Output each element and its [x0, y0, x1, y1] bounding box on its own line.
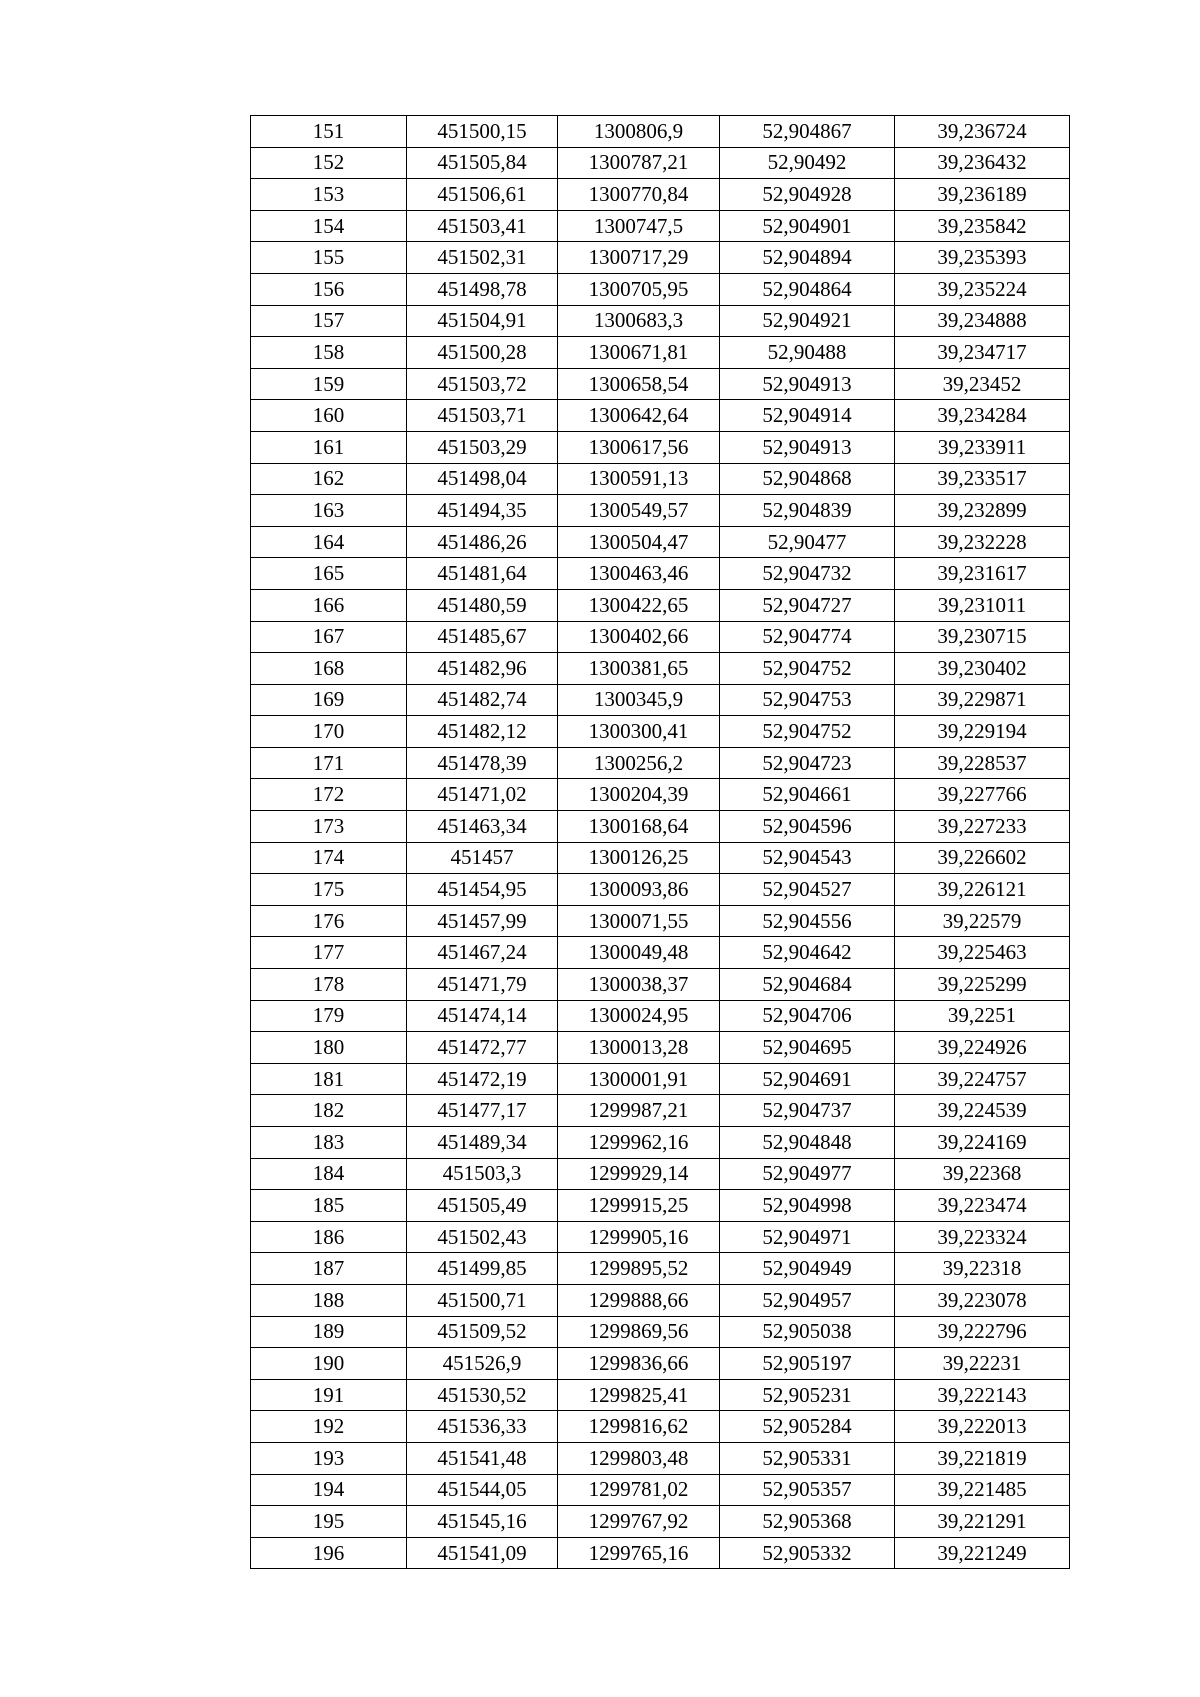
latitude-cell: 52,904706	[720, 1000, 895, 1032]
table-row	[251, 1000, 1070, 1032]
y-coordinate-cell: 1299962,16	[558, 1127, 720, 1159]
x-coordinate-cell: 451500,15	[407, 116, 558, 148]
y-coordinate-cell: 1299905,16	[558, 1221, 720, 1253]
y-coordinate-cell: 1299895,52	[558, 1253, 720, 1285]
point-number-cell: 158	[251, 337, 407, 369]
latitude-cell: 52,905368	[720, 1506, 895, 1538]
table-row	[251, 1095, 1070, 1127]
latitude-cell: 52,904998	[720, 1190, 895, 1222]
x-coordinate-cell: 451498,78	[407, 273, 558, 305]
x-coordinate-cell: 451541,48	[407, 1442, 558, 1474]
y-coordinate-cell: 1299825,41	[558, 1379, 720, 1411]
y-coordinate-cell: 1300591,13	[558, 463, 720, 495]
y-coordinate-cell: 1300049,48	[558, 937, 720, 969]
table-row	[251, 495, 1070, 527]
longitude-cell: 39,233517	[895, 463, 1070, 495]
longitude-cell: 39,221819	[895, 1442, 1070, 1474]
x-coordinate-cell: 451457	[407, 842, 558, 874]
x-coordinate-cell: 451485,67	[407, 621, 558, 653]
x-coordinate-cell: 451500,28	[407, 337, 558, 369]
table-row	[251, 463, 1070, 495]
point-number-cell: 174	[251, 842, 407, 874]
longitude-cell: 39,226121	[895, 874, 1070, 906]
latitude-cell: 52,904868	[720, 463, 895, 495]
point-number-cell: 165	[251, 558, 407, 590]
table-row	[251, 969, 1070, 1001]
latitude-cell: 52,905332	[720, 1537, 895, 1569]
point-number-cell: 190	[251, 1348, 407, 1380]
latitude-cell: 52,904864	[720, 273, 895, 305]
longitude-cell: 39,230715	[895, 621, 1070, 653]
y-coordinate-cell: 1300402,66	[558, 621, 720, 653]
point-number-cell: 173	[251, 811, 407, 843]
latitude-cell: 52,905197	[720, 1348, 895, 1380]
y-coordinate-cell: 1300013,28	[558, 1032, 720, 1064]
x-coordinate-cell: 451503,72	[407, 368, 558, 400]
point-number-cell: 185	[251, 1190, 407, 1222]
y-coordinate-cell: 1299836,66	[558, 1348, 720, 1380]
latitude-cell: 52,90488	[720, 337, 895, 369]
point-number-cell: 166	[251, 589, 407, 621]
x-coordinate-cell: 451454,95	[407, 874, 558, 906]
table-row	[251, 147, 1070, 179]
longitude-cell: 39,23452	[895, 368, 1070, 400]
y-coordinate-cell: 1300463,46	[558, 558, 720, 590]
longitude-cell: 39,224169	[895, 1127, 1070, 1159]
x-coordinate-cell: 451530,52	[407, 1379, 558, 1411]
point-number-cell: 162	[251, 463, 407, 495]
longitude-cell: 39,22579	[895, 905, 1070, 937]
longitude-cell: 39,22231	[895, 1348, 1070, 1380]
y-coordinate-cell: 1300683,3	[558, 305, 720, 337]
x-coordinate-cell: 451503,71	[407, 400, 558, 432]
table-row	[251, 937, 1070, 969]
y-coordinate-cell: 1300770,84	[558, 179, 720, 211]
y-coordinate-cell: 1300787,21	[558, 147, 720, 179]
table-row	[251, 431, 1070, 463]
longitude-cell: 39,224539	[895, 1095, 1070, 1127]
x-coordinate-cell: 451481,64	[407, 558, 558, 590]
y-coordinate-cell: 1300504,47	[558, 526, 720, 558]
table-row	[251, 684, 1070, 716]
point-number-cell: 187	[251, 1253, 407, 1285]
y-coordinate-cell: 1300549,57	[558, 495, 720, 527]
x-coordinate-cell: 451500,71	[407, 1284, 558, 1316]
table-row	[251, 337, 1070, 369]
x-coordinate-cell: 451536,33	[407, 1411, 558, 1443]
latitude-cell: 52,904684	[720, 969, 895, 1001]
x-coordinate-cell: 451506,61	[407, 179, 558, 211]
y-coordinate-cell: 1299888,66	[558, 1284, 720, 1316]
latitude-cell: 52,90492	[720, 147, 895, 179]
latitude-cell: 52,904949	[720, 1253, 895, 1285]
x-coordinate-cell: 451526,9	[407, 1348, 558, 1380]
point-number-cell: 191	[251, 1379, 407, 1411]
table-row	[251, 179, 1070, 211]
point-number-cell: 189	[251, 1316, 407, 1348]
y-coordinate-cell: 1299781,02	[558, 1474, 720, 1506]
x-coordinate-cell: 451499,85	[407, 1253, 558, 1285]
point-number-cell: 195	[251, 1506, 407, 1538]
y-coordinate-cell: 1299803,48	[558, 1442, 720, 1474]
x-coordinate-cell: 451544,05	[407, 1474, 558, 1506]
y-coordinate-cell: 1300705,95	[558, 273, 720, 305]
table-row	[251, 1316, 1070, 1348]
latitude-cell: 52,904977	[720, 1158, 895, 1190]
longitude-cell: 39,234717	[895, 337, 1070, 369]
x-coordinate-cell: 451482,96	[407, 653, 558, 685]
y-coordinate-cell: 1300422,65	[558, 589, 720, 621]
longitude-cell: 39,235842	[895, 210, 1070, 242]
longitude-cell: 39,224926	[895, 1032, 1070, 1064]
point-number-cell: 180	[251, 1032, 407, 1064]
longitude-cell: 39,221291	[895, 1506, 1070, 1538]
y-coordinate-cell: 1300168,64	[558, 811, 720, 843]
x-coordinate-cell: 451504,91	[407, 305, 558, 337]
point-number-cell: 156	[251, 273, 407, 305]
point-number-cell: 177	[251, 937, 407, 969]
y-coordinate-cell: 1300256,2	[558, 747, 720, 779]
point-number-cell: 186	[251, 1221, 407, 1253]
longitude-cell: 39,229194	[895, 716, 1070, 748]
longitude-cell: 39,233911	[895, 431, 1070, 463]
longitude-cell: 39,227233	[895, 811, 1070, 843]
point-number-cell: 153	[251, 179, 407, 211]
x-coordinate-cell: 451472,77	[407, 1032, 558, 1064]
point-number-cell: 167	[251, 621, 407, 653]
latitude-cell: 52,905038	[720, 1316, 895, 1348]
table-row	[251, 1127, 1070, 1159]
table-row	[251, 811, 1070, 843]
point-number-cell: 157	[251, 305, 407, 337]
x-coordinate-cell: 451467,24	[407, 937, 558, 969]
latitude-cell: 52,904752	[720, 653, 895, 685]
x-coordinate-cell: 451503,41	[407, 210, 558, 242]
table-row	[251, 1063, 1070, 1095]
latitude-cell: 52,904867	[720, 116, 895, 148]
point-number-cell: 160	[251, 400, 407, 432]
point-number-cell: 171	[251, 747, 407, 779]
x-coordinate-cell: 451477,17	[407, 1095, 558, 1127]
latitude-cell: 52,904642	[720, 937, 895, 969]
latitude-cell: 52,90477	[720, 526, 895, 558]
latitude-cell: 52,905357	[720, 1474, 895, 1506]
y-coordinate-cell: 1300747,5	[558, 210, 720, 242]
longitude-cell: 39,223474	[895, 1190, 1070, 1222]
longitude-cell: 39,22368	[895, 1158, 1070, 1190]
y-coordinate-cell: 1299765,16	[558, 1537, 720, 1569]
point-number-cell: 194	[251, 1474, 407, 1506]
longitude-cell: 39,236189	[895, 179, 1070, 211]
longitude-cell: 39,225463	[895, 937, 1070, 969]
x-coordinate-cell: 451498,04	[407, 463, 558, 495]
point-number-cell: 172	[251, 779, 407, 811]
x-coordinate-cell: 451509,52	[407, 1316, 558, 1348]
y-coordinate-cell: 1300381,65	[558, 653, 720, 685]
y-coordinate-cell: 1300617,56	[558, 431, 720, 463]
longitude-cell: 39,2251	[895, 1000, 1070, 1032]
table-row	[251, 874, 1070, 906]
table-row	[251, 1032, 1070, 1064]
y-coordinate-cell: 1299929,14	[558, 1158, 720, 1190]
x-coordinate-cell: 451471,02	[407, 779, 558, 811]
latitude-cell: 52,904691	[720, 1063, 895, 1095]
table-row	[251, 747, 1070, 779]
point-number-cell: 152	[251, 147, 407, 179]
table-row	[251, 1379, 1070, 1411]
latitude-cell: 52,905231	[720, 1379, 895, 1411]
point-number-cell: 154	[251, 210, 407, 242]
table-row	[251, 1190, 1070, 1222]
longitude-cell: 39,222796	[895, 1316, 1070, 1348]
table-row	[251, 1474, 1070, 1506]
coordinates-table-body	[251, 116, 1070, 1569]
latitude-cell: 52,904971	[720, 1221, 895, 1253]
table-row	[251, 558, 1070, 590]
longitude-cell: 39,222013	[895, 1411, 1070, 1443]
longitude-cell: 39,227766	[895, 779, 1070, 811]
longitude-cell: 39,223324	[895, 1221, 1070, 1253]
point-number-cell: 184	[251, 1158, 407, 1190]
latitude-cell: 52,904921	[720, 305, 895, 337]
point-number-cell: 175	[251, 874, 407, 906]
latitude-cell: 52,904848	[720, 1127, 895, 1159]
y-coordinate-cell: 1300717,29	[558, 242, 720, 274]
y-coordinate-cell: 1300126,25	[558, 842, 720, 874]
point-number-cell: 169	[251, 684, 407, 716]
table-row	[251, 1411, 1070, 1443]
x-coordinate-cell: 451480,59	[407, 589, 558, 621]
table-row	[251, 210, 1070, 242]
y-coordinate-cell: 1300658,54	[558, 368, 720, 400]
longitude-cell: 39,224757	[895, 1063, 1070, 1095]
x-coordinate-cell: 451503,3	[407, 1158, 558, 1190]
latitude-cell: 52,905331	[720, 1442, 895, 1474]
point-number-cell: 193	[251, 1442, 407, 1474]
longitude-cell: 39,22318	[895, 1253, 1070, 1285]
table-row	[251, 305, 1070, 337]
latitude-cell: 52,904661	[720, 779, 895, 811]
longitude-cell: 39,232228	[895, 526, 1070, 558]
y-coordinate-cell: 1299869,56	[558, 1316, 720, 1348]
y-coordinate-cell: 1300071,55	[558, 905, 720, 937]
x-coordinate-cell: 451472,19	[407, 1063, 558, 1095]
table-row	[251, 1253, 1070, 1285]
latitude-cell: 52,904928	[720, 179, 895, 211]
y-coordinate-cell: 1300806,9	[558, 116, 720, 148]
longitude-cell: 39,235393	[895, 242, 1070, 274]
table-row	[251, 621, 1070, 653]
latitude-cell: 52,904556	[720, 905, 895, 937]
coordinates-table	[250, 115, 1070, 1569]
table-row	[251, 116, 1070, 148]
table-row	[251, 905, 1070, 937]
latitude-cell: 52,904596	[720, 811, 895, 843]
table-row	[251, 400, 1070, 432]
point-number-cell: 159	[251, 368, 407, 400]
point-number-cell: 161	[251, 431, 407, 463]
x-coordinate-cell: 451489,34	[407, 1127, 558, 1159]
table-row	[251, 1442, 1070, 1474]
point-number-cell: 155	[251, 242, 407, 274]
table-row	[251, 1284, 1070, 1316]
latitude-cell: 52,904894	[720, 242, 895, 274]
point-number-cell: 196	[251, 1537, 407, 1569]
longitude-cell: 39,222143	[895, 1379, 1070, 1411]
longitude-cell: 39,226602	[895, 842, 1070, 874]
y-coordinate-cell: 1299767,92	[558, 1506, 720, 1538]
latitude-cell: 52,904732	[720, 558, 895, 590]
latitude-cell: 52,904914	[720, 400, 895, 432]
latitude-cell: 52,904774	[720, 621, 895, 653]
table-row	[251, 1506, 1070, 1538]
table-row	[251, 716, 1070, 748]
y-coordinate-cell: 1300642,64	[558, 400, 720, 432]
point-number-cell: 192	[251, 1411, 407, 1443]
point-number-cell: 170	[251, 716, 407, 748]
y-coordinate-cell: 1300671,81	[558, 337, 720, 369]
longitude-cell: 39,235224	[895, 273, 1070, 305]
point-number-cell: 181	[251, 1063, 407, 1095]
longitude-cell: 39,221249	[895, 1537, 1070, 1569]
table-row	[251, 1537, 1070, 1569]
longitude-cell: 39,236724	[895, 116, 1070, 148]
table-row	[251, 1348, 1070, 1380]
table-row	[251, 589, 1070, 621]
longitude-cell: 39,231011	[895, 589, 1070, 621]
longitude-cell: 39,232899	[895, 495, 1070, 527]
point-number-cell: 179	[251, 1000, 407, 1032]
longitude-cell: 39,236432	[895, 147, 1070, 179]
latitude-cell: 52,904723	[720, 747, 895, 779]
y-coordinate-cell: 1300204,39	[558, 779, 720, 811]
point-number-cell: 183	[251, 1127, 407, 1159]
x-coordinate-cell: 451471,79	[407, 969, 558, 1001]
x-coordinate-cell: 451541,09	[407, 1537, 558, 1569]
longitude-cell: 39,223078	[895, 1284, 1070, 1316]
latitude-cell: 52,904737	[720, 1095, 895, 1127]
latitude-cell: 52,904839	[720, 495, 895, 527]
longitude-cell: 39,234888	[895, 305, 1070, 337]
point-number-cell: 188	[251, 1284, 407, 1316]
longitude-cell: 39,225299	[895, 969, 1070, 1001]
table-row	[251, 842, 1070, 874]
x-coordinate-cell: 451486,26	[407, 526, 558, 558]
x-coordinate-cell: 451482,74	[407, 684, 558, 716]
longitude-cell: 39,229871	[895, 684, 1070, 716]
table-row	[251, 368, 1070, 400]
x-coordinate-cell: 451502,43	[407, 1221, 558, 1253]
y-coordinate-cell: 1300300,41	[558, 716, 720, 748]
longitude-cell: 39,231617	[895, 558, 1070, 590]
point-number-cell: 164	[251, 526, 407, 558]
longitude-cell: 39,230402	[895, 653, 1070, 685]
table-row	[251, 526, 1070, 558]
x-coordinate-cell: 451505,84	[407, 147, 558, 179]
latitude-cell: 52,904695	[720, 1032, 895, 1064]
x-coordinate-cell: 451482,12	[407, 716, 558, 748]
latitude-cell: 52,904543	[720, 842, 895, 874]
point-number-cell: 176	[251, 905, 407, 937]
x-coordinate-cell: 451457,99	[407, 905, 558, 937]
y-coordinate-cell: 1299816,62	[558, 1411, 720, 1443]
longitude-cell: 39,228537	[895, 747, 1070, 779]
y-coordinate-cell: 1300093,86	[558, 874, 720, 906]
point-number-cell: 163	[251, 495, 407, 527]
point-number-cell: 168	[251, 653, 407, 685]
latitude-cell: 52,904913	[720, 368, 895, 400]
x-coordinate-cell: 451494,35	[407, 495, 558, 527]
table-row	[251, 273, 1070, 305]
table-row	[251, 779, 1070, 811]
y-coordinate-cell: 1300001,91	[558, 1063, 720, 1095]
y-coordinate-cell: 1299987,21	[558, 1095, 720, 1127]
point-number-cell: 178	[251, 969, 407, 1001]
x-coordinate-cell: 451463,34	[407, 811, 558, 843]
latitude-cell: 52,904752	[720, 716, 895, 748]
table-row	[251, 242, 1070, 274]
latitude-cell: 52,905284	[720, 1411, 895, 1443]
x-coordinate-cell: 451545,16	[407, 1506, 558, 1538]
y-coordinate-cell: 1300038,37	[558, 969, 720, 1001]
longitude-cell: 39,221485	[895, 1474, 1070, 1506]
latitude-cell: 52,904527	[720, 874, 895, 906]
table-row	[251, 1158, 1070, 1190]
x-coordinate-cell: 451474,14	[407, 1000, 558, 1032]
latitude-cell: 52,904901	[720, 210, 895, 242]
point-number-cell: 151	[251, 116, 407, 148]
latitude-cell: 52,904753	[720, 684, 895, 716]
table-row	[251, 653, 1070, 685]
table-row	[251, 1221, 1070, 1253]
x-coordinate-cell: 451505,49	[407, 1190, 558, 1222]
point-number-cell: 182	[251, 1095, 407, 1127]
x-coordinate-cell: 451502,31	[407, 242, 558, 274]
longitude-cell: 39,234284	[895, 400, 1070, 432]
latitude-cell: 52,904957	[720, 1284, 895, 1316]
x-coordinate-cell: 451478,39	[407, 747, 558, 779]
y-coordinate-cell: 1300345,9	[558, 684, 720, 716]
latitude-cell: 52,904727	[720, 589, 895, 621]
latitude-cell: 52,904913	[720, 431, 895, 463]
x-coordinate-cell: 451503,29	[407, 431, 558, 463]
y-coordinate-cell: 1300024,95	[558, 1000, 720, 1032]
y-coordinate-cell: 1299915,25	[558, 1190, 720, 1222]
